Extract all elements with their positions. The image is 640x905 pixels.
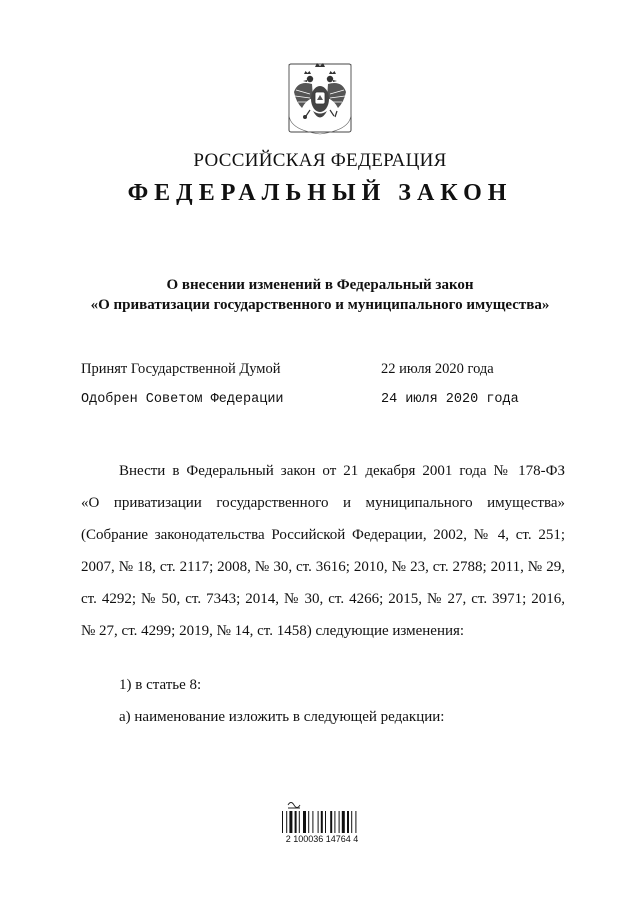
barcode-bar — [308, 811, 309, 833]
barcode-bar — [318, 811, 319, 833]
body-line: Внести в Федеральный закон от 21 декабря 2001 года № 178-ФЗ — [119, 463, 565, 479]
barcode-bar — [286, 811, 287, 833]
body-line: ст. 4292; № 50, ст. 7343; 2014, № 30, ст. 4266; 2015, № 27, ст. 3971; 2016, — [81, 591, 565, 607]
adoption-date-duma: 22 июля 2020 года — [381, 361, 494, 377]
barcode-bar — [289, 811, 292, 833]
barcode-bar — [321, 811, 323, 833]
barcode-bar — [351, 811, 352, 833]
barcode-ornament — [288, 803, 300, 809]
barcode-bar — [339, 811, 340, 833]
list-item-title-edit: а) наименование изложить в следующей редакции: — [119, 709, 445, 725]
law-type-heading: ФЕДЕРАЛЬНЫЙ ЗАКОН — [127, 180, 513, 206]
barcode-bar — [303, 811, 306, 833]
barcode-bar — [334, 811, 335, 833]
barcode-bar — [342, 811, 345, 833]
barcode-bar — [312, 811, 313, 833]
body-line: «О приватизации государственного и муниципального имущества» — [81, 495, 565, 511]
barcode-bar — [295, 811, 297, 833]
law-title-line-2: «О приватизации государственного и муниципального имущества» — [90, 297, 550, 313]
russian-coat-of-arms-icon — [286, 58, 354, 136]
list-item-article-8: 1) в статье 8: — [119, 677, 202, 693]
barcode-bar — [299, 811, 300, 833]
adoption-date-council: 24 июля 2020 года — [381, 392, 519, 407]
barcode-number: 2 100036 14764 4 — [285, 834, 359, 844]
barcode-bar — [282, 811, 283, 833]
country-name: РОССИЙСКАЯ ФЕДЕРАЦИЯ — [193, 150, 447, 171]
law-title-line-1: О внесении изменений в Федеральный закон — [166, 277, 474, 293]
barcode-bar — [347, 811, 349, 833]
barcode-bar — [330, 811, 332, 833]
law-title — [40, 275, 600, 315]
adoption-label-duma: Принят Государственной Думой — [81, 361, 281, 377]
adoption-label-council: Одобрен Советом Федерации — [81, 392, 284, 407]
body-line: (Собрание законодательства Российской Федерации, 2002, № 4, ст. 251; — [81, 527, 565, 543]
body-line: № 27, ст. 4299; 2019, № 14, ст. 1458) следующие изменения: — [81, 623, 465, 639]
body-line: 2007, № 18, ст. 2117; 2008, № 30, ст. 3616; 2010, № 23, ст. 2788; 2011, № 29, — [81, 559, 565, 575]
body-paragraph — [81, 455, 565, 647]
barcode-bar — [325, 811, 326, 833]
barcode-bar — [355, 811, 356, 833]
